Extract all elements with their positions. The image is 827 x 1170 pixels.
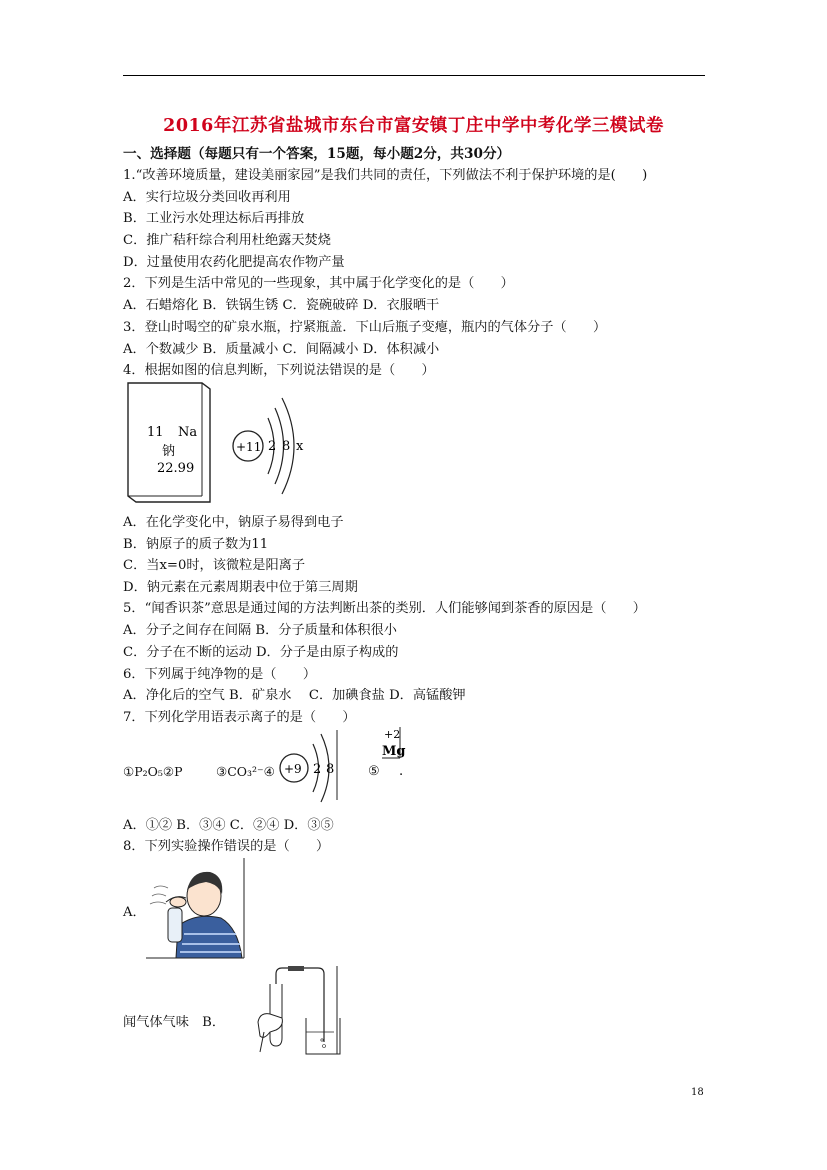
page-number: 18: [691, 1087, 704, 1098]
ion-nucleus-charge: +9: [284, 762, 302, 776]
question-1-option-d: D．过量使用农药化肥提高农作物产量: [123, 255, 345, 270]
question-3-options: A．个数减少 B．质量减小 C．间隔减小 D．体积减小: [123, 342, 440, 357]
shell-3-count: x: [296, 439, 304, 454]
header-rule: [123, 75, 705, 76]
question-8-label-a: A．: [123, 905, 146, 920]
element-name: 钠: [162, 444, 176, 459]
trailing-period: .: [399, 764, 404, 779]
question-2-stem: 2．下列是生活中常见的一些现象，其中属于化学变化的是（ ）: [123, 276, 514, 291]
fluorine-ion-figure: [275, 728, 345, 803]
page-title: 2016年江苏省盐城市东台市富安镇丁庄中学中考化学三模试卷: [163, 116, 664, 136]
valence-element: Mg: [382, 744, 406, 759]
shell-2-count: 8: [282, 439, 291, 454]
question-1-option-b: B．工业污水处理达标后再排放: [123, 211, 305, 226]
question-1-stem: 1.“改善环境质量，建设美丽家园”是我们共同的责任，下列做法不利于保护环境的是( ): [123, 168, 648, 183]
sodium-figure: [120, 380, 320, 505]
question-4-option-b: B．钠原子的质子数为11: [123, 537, 269, 552]
question-7-formula-1: ①P₂O₅②P: [123, 764, 183, 779]
question-4-option-d: D．钠元素在元素周期表中位于第三周期: [123, 580, 358, 595]
question-2-options: A．石蜡熔化 B．铁锅生锈 C．瓷碗破碎 D．衣服晒干: [123, 298, 440, 313]
question-7-formula-3: ③CO₃²⁻④: [216, 764, 275, 779]
element-number: 11: [147, 425, 164, 440]
question-5-stem: 5．“闻香识茶”意思是通过闻的方法判断出茶的类别．人们能够闻到茶香的原因是（ ）: [123, 601, 646, 616]
question-4-option-c: C．当x=0时，该微粒是阳离子: [123, 558, 306, 573]
question-1-option-a: A．实行垃圾分类回收再利用: [123, 190, 291, 205]
question-8-stem: 8．下列实验操作错误的是（ ）: [123, 839, 330, 854]
question-1-option-c: C．推广秸秆综合利用杜绝露天焚烧: [123, 233, 331, 248]
question-8-caption-a: 闻气体气味 B．: [123, 1015, 226, 1030]
smelling-gas-figure: [146, 858, 246, 960]
question-3-stem: 3．登山时喝空的矿泉水瓶，拧紧瓶盖．下山后瓶子变瘪，瓶内的气体分子（ ）: [123, 320, 607, 335]
question-7-stem: 7．下列化学用语表示离子的是（ ）: [123, 710, 356, 725]
question-6-stem: 6．下列属于纯净物的是（ ）: [123, 667, 317, 682]
nucleus-charge: +11: [236, 440, 262, 454]
valence-charge: +2: [384, 728, 401, 741]
question-7-options: A．①② B．③④ C．②④ D．③⑤: [123, 818, 334, 833]
ion-shell-2-count: 8: [326, 762, 335, 777]
element-symbol: Na: [178, 425, 198, 440]
gas-tightness-figure: [230, 966, 340, 1056]
magnesium-valence-figure: [380, 725, 410, 785]
question-6-options: A．净化后的空气 B．矿泉水 C．加碘食盐 D．高锰酸钾: [123, 688, 466, 703]
section-heading: 一、选择题（每题只有一个答案，15题，每小题2分，共30分）: [123, 146, 511, 162]
question-7-label-5: ⑤: [368, 764, 380, 779]
question-4-stem: 4．根据如图的信息判断，下列说法错误的是（ ）: [123, 363, 435, 378]
shell-1-count: 2: [268, 439, 277, 454]
ion-shell-1-count: 2: [313, 762, 322, 777]
question-5-option-ab: A．分子之间存在间隔 B．分子质量和体积很小: [123, 623, 397, 638]
question-4-option-a: A．在化学变化中，钠原子易得到电子: [123, 515, 344, 530]
element-mass: 22.99: [157, 461, 195, 476]
question-5-option-cd: C．分子在不断的运动 D．分子是由原子构成的: [123, 645, 399, 660]
